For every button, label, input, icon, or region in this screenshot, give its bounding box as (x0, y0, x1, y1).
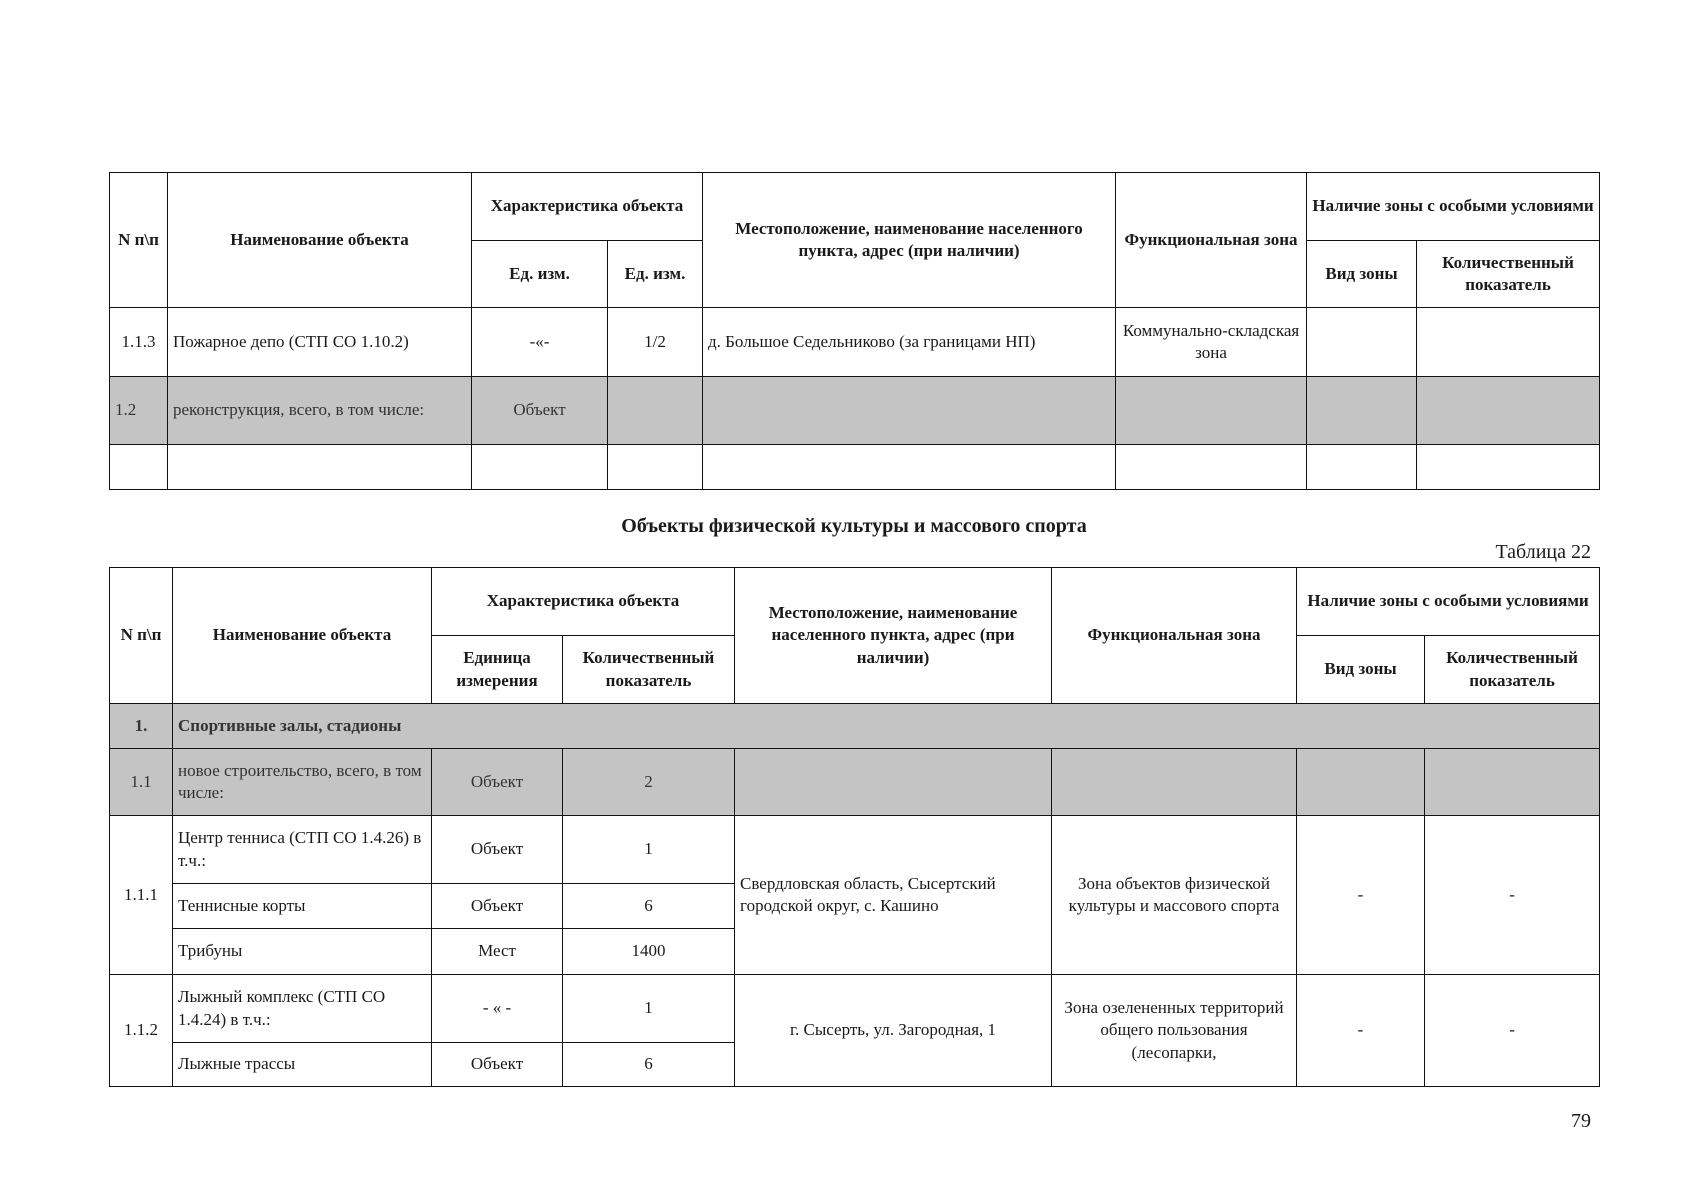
row-zone-qty: - (1425, 975, 1600, 1087)
row-qty: 2 (563, 749, 735, 816)
header-location: Местоположение, наименование населенного пункта, адрес (при наличии) (735, 568, 1052, 704)
table-row (110, 975, 1600, 1043)
row-unit: -«- (472, 308, 608, 377)
header-zone-qty: Количественный показатель (1417, 241, 1600, 308)
section-num: 1. (110, 704, 173, 749)
sports-objects-table (109, 567, 1600, 1087)
section-caption: Объекты физической культуры и массового спорта (621, 515, 1087, 537)
table-row (110, 816, 1600, 884)
header-functional-zone: Функциональная зона (1116, 173, 1307, 308)
page-number: 79 (1571, 1110, 1591, 1132)
row-func-zone: Зона озелененных территорий общего пользования (лесопарки, (1052, 975, 1297, 1087)
row-zone-type (1307, 377, 1417, 445)
row-qty: 1 (563, 816, 735, 884)
row-zone-qty (1417, 308, 1600, 377)
header-functional-zone: Функциональная зона (1052, 568, 1297, 704)
row-unit: Объект (432, 749, 563, 816)
row-name: Трибуны (173, 929, 432, 975)
row-name: Пожарное депо (СТП СО 1.10.2) (168, 308, 472, 377)
row-zone-qty: - (1425, 816, 1600, 975)
row-func-zone: Коммунально-складская зона (1116, 308, 1307, 377)
header-characteristic: Характеристика объекта (432, 568, 735, 636)
header-unit-2: Ед. изм. (608, 241, 703, 308)
row-location: д. Большое Седельниково (за границами НП) (703, 308, 1116, 377)
table-row (110, 377, 1600, 445)
header-unit-1: Ед. изм. (472, 241, 608, 308)
row-name: Лыжный комплекс (СТП СО 1.4.24) в т.ч.: (173, 975, 432, 1043)
header-characteristic: Характеристика объекта (472, 173, 703, 241)
table-row-empty (110, 445, 1600, 490)
row-qty: 6 (563, 884, 735, 929)
row-qty (608, 377, 703, 445)
section-row (110, 704, 1600, 749)
row-qty: 6 (563, 1043, 735, 1087)
fire-objects-table (109, 172, 1600, 490)
row-num: 1.2 (110, 377, 168, 445)
row-unit: Объект (472, 377, 608, 445)
row-qty: 1 (563, 975, 735, 1043)
header-name: Наименование объекта (168, 173, 472, 308)
row-num: 1.1.2 (110, 975, 173, 1087)
row-num: 1.1.3 (110, 308, 168, 377)
row-zone-type: - (1297, 816, 1425, 975)
table-row (110, 308, 1600, 377)
row-name: Лыжные трассы (173, 1043, 432, 1087)
table-row (110, 749, 1600, 816)
header-unit: Единица измерения (432, 636, 563, 704)
header-zone-type: Вид зоны (1307, 241, 1417, 308)
row-unit: Объект (432, 816, 563, 884)
row-qty: 1400 (563, 929, 735, 975)
header-special-zone: Наличие зоны с особыми условиями (1307, 173, 1600, 241)
row-zone-qty (1417, 377, 1600, 445)
header-qty: Количественный показатель (563, 636, 735, 704)
row-unit: Мест (432, 929, 563, 975)
row-func-zone (1116, 377, 1307, 445)
header-num: N п\п (110, 568, 173, 704)
row-num: 1.1.1 (110, 816, 173, 975)
row-zone-type (1307, 308, 1417, 377)
section-title: Спортивные залы, стадионы (173, 704, 1600, 749)
row-name: Центр тенниса (СТП СО 1.4.26) в т.ч.: (173, 816, 432, 884)
row-location: Свердловская область, Сысертский городской округ, с. Кашино (735, 816, 1052, 975)
row-num: 1.1 (110, 749, 173, 816)
header-zone-type: Вид зоны (1297, 636, 1425, 704)
header-zone-qty: Количественный показатель (1425, 636, 1600, 704)
row-unit: - « - (432, 975, 563, 1043)
row-location (703, 377, 1116, 445)
header-num: N п\п (110, 173, 168, 308)
row-name: Теннисные корты (173, 884, 432, 929)
table-label: Таблица 22 (1495, 541, 1591, 563)
row-zone-type: - (1297, 975, 1425, 1087)
row-func-zone: Зона объектов физической культуры и массового спорта (1052, 816, 1297, 975)
header-location: Местоположение, наименование населенного пункта, адрес (при наличии) (703, 173, 1116, 308)
table-header-row (110, 173, 1600, 241)
header-special-zone: Наличие зоны с особыми условиями (1297, 568, 1600, 636)
row-qty: 1/2 (608, 308, 703, 377)
row-name: реконструкция, всего, в том числе: (168, 377, 472, 445)
row-unit: Объект (432, 884, 563, 929)
table-header-row (110, 568, 1600, 636)
row-unit: Объект (432, 1043, 563, 1087)
row-location: г. Сысерть, ул. Загородная, 1 (735, 975, 1052, 1087)
row-name: новое строительство, всего, в том числе: (173, 749, 432, 816)
header-name: Наименование объекта (173, 568, 432, 704)
